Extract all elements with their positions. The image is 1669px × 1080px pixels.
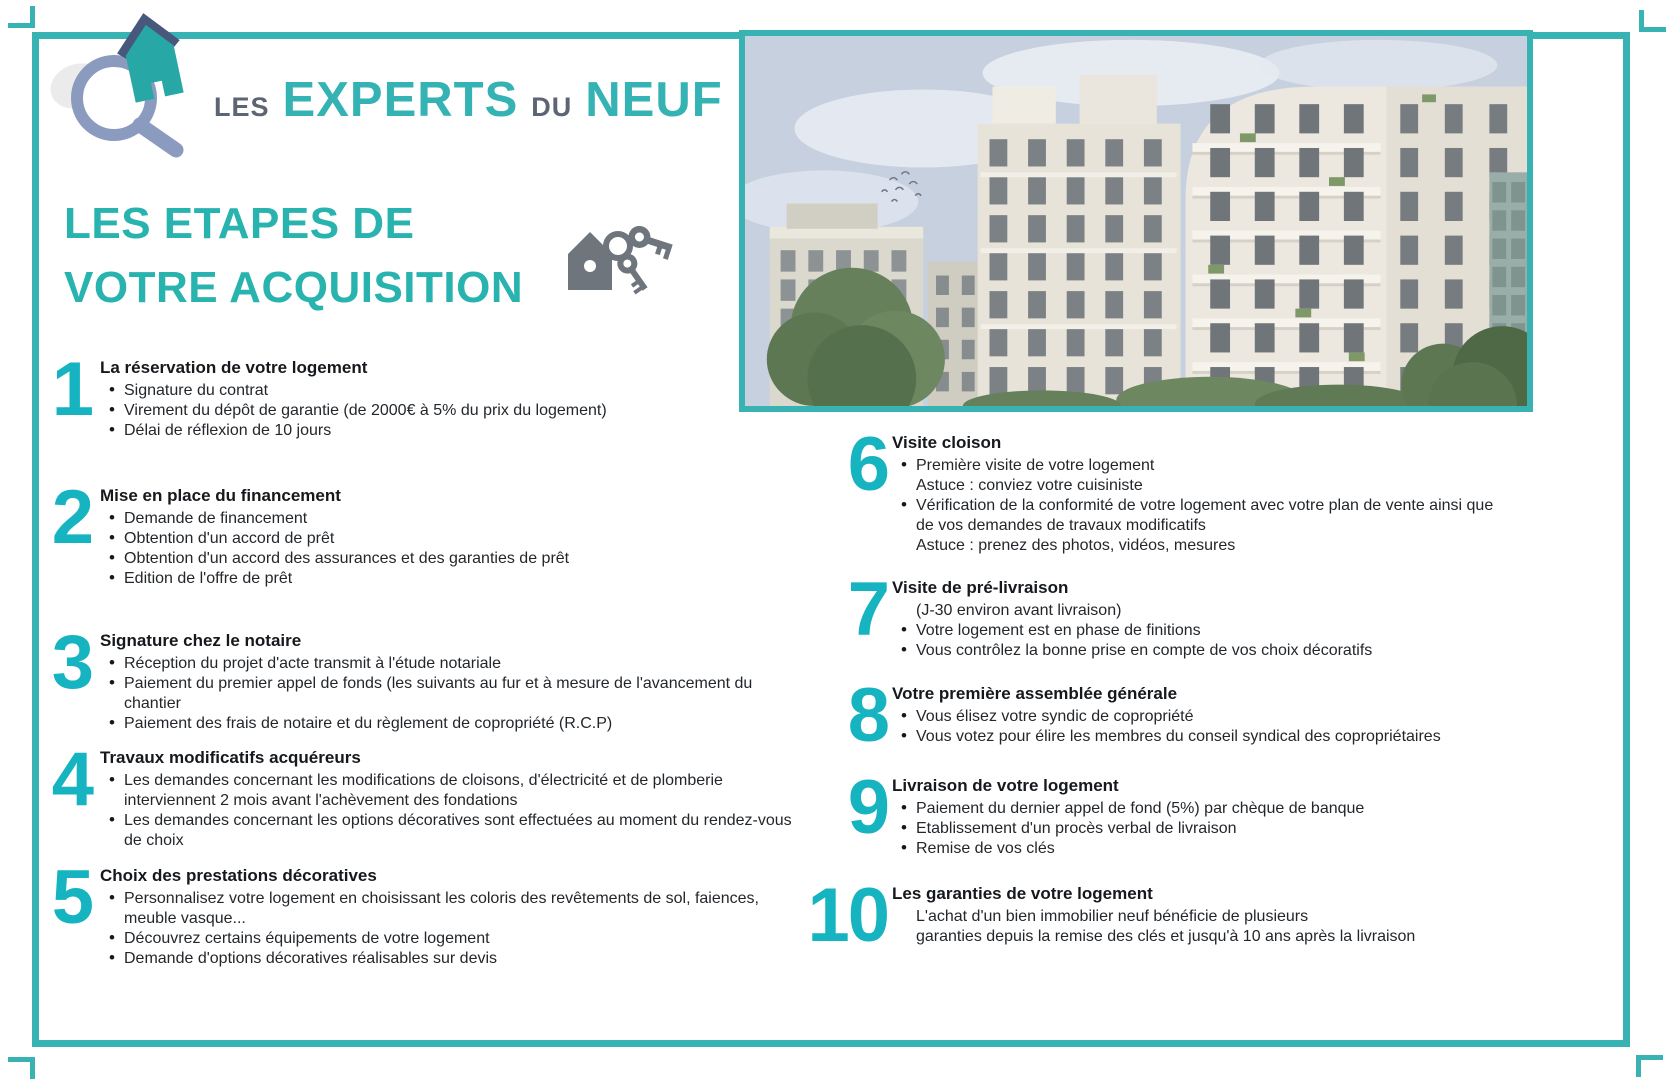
step-body (892, 427, 1510, 556)
step-heading: Les garanties de votre logement (892, 884, 1153, 903)
step-item: • Vous contrôlez la bonne prise en compte de vos choix décoratifs (892, 641, 1510, 661)
step-heading: Votre première assemblée générale (892, 684, 1178, 703)
step-item: • Première visite de votre logement (892, 456, 1510, 476)
step-item: • Obtention d'un accord de prêt (100, 529, 806, 549)
step (800, 765, 1510, 859)
step-body (892, 770, 1510, 859)
step-number: 8 (847, 673, 888, 758)
step-heading: Mise en place du financement (100, 486, 341, 505)
step-body (892, 878, 1510, 947)
brand-word-neuf: NEUF (585, 73, 723, 127)
step-heading: Visite de pré-livraison (892, 578, 1069, 597)
step-item: • Paiement du premier appel de fonds (les suivants au fur et à mesure de l'avancement du chantier (100, 674, 806, 714)
brand-word-du: DU (531, 92, 573, 122)
step-heading: Signature chez le notaire (100, 631, 302, 650)
step-heading: Visite cloison (892, 433, 1002, 452)
step-item: • Demande d'options décoratives réalisables sur devis (100, 949, 806, 969)
step-item: L'achat d'un bien immobilier neuf bénéficie de plusieurs (916, 908, 1309, 925)
step-number: 2 (51, 475, 92, 560)
step-item: • Demande de financement (100, 509, 806, 529)
step-item: • Les demandes concernant les modifications de cloisons, d'électricité et de plomberie interviennent 2 mois avant l'achèvement des fondations (100, 771, 806, 811)
step-number: 1 (51, 347, 92, 432)
step (800, 673, 1510, 758)
step-number: 5 (51, 855, 92, 940)
step-item: • Remise de vos clés (892, 839, 1510, 859)
step-item: • Vérification de la conformité de votre logement avec votre plan de vente ainsi que de vos demandes de travaux modificatifs (892, 496, 1510, 536)
step (800, 567, 1510, 661)
step-item: • Virement du dépôt de garantie (de 2000€ à 5% du prix du logement) (100, 401, 806, 421)
step-heading: Choix des prestations décoratives (100, 866, 377, 885)
step-item: • Signature du contrat (100, 381, 806, 401)
step-item: Astuce : conviez votre cuisiniste (916, 477, 1143, 494)
step-item: • Vous votez pour élire les membres du conseil syndical des copropriétaires (892, 727, 1510, 747)
step-item: • Edition de l'offre de prêt (100, 569, 806, 589)
step-item: • Découvrez certains équipements de votre logement (100, 929, 806, 949)
step-item: Astuce : prenez des photos, vidéos, mesures (916, 537, 1236, 554)
step-heading: Travaux modificatifs acquéreurs (100, 748, 361, 767)
step-item: • Etablissement d'un procès verbal de livraison (892, 819, 1510, 839)
page-title-line2: VOTRE ACQUISITION (64, 263, 524, 312)
step-item: • Les demandes concernant les options décoratives sont effectuées au moment du rendez-vous de choix (100, 811, 806, 851)
house-magnifier-icon (48, 0, 228, 164)
page-title-line1: LES ETAPES DE (64, 199, 415, 248)
step-number: 9 (847, 765, 888, 850)
step-number: 4 (51, 737, 92, 822)
step-item: garanties depuis la remise des clés et jusqu'à 10 ans après la livraison (916, 928, 1416, 945)
brand-word-les: LES (214, 92, 270, 122)
step-item: • Vous élisez votre syndic de copropriété (892, 707, 1510, 727)
step-heading: La réservation de votre logement (100, 358, 368, 377)
step-item: • Obtention d'un accord des assurances et des garanties de prêt (100, 549, 806, 569)
step-body (892, 572, 1510, 661)
step-item: • Votre logement est en phase de finitions (892, 621, 1510, 641)
step-number: 3 (51, 620, 92, 705)
step-number: 7 (847, 567, 888, 652)
step-item: • Paiement du dernier appel de fond (5%) par chèque de banque (892, 799, 1510, 819)
step (800, 422, 1510, 556)
step-item: • Paiement des frais de notaire et du règlement de copropriété (R.C.P) (100, 714, 806, 734)
step-item: • Personnalisez votre logement en choisissant les coloris des revêtements de sol, faiences, meuble vasque... (100, 889, 806, 929)
step-item: • Réception du projet d'acte transmit à l'étude notariale (100, 654, 806, 674)
step-item: (J-30 environ avant livraison) (916, 602, 1122, 619)
step (800, 873, 1510, 958)
step-number: 6 (847, 422, 888, 507)
step-item: • Délai de réflexion de 10 jours (100, 421, 806, 441)
brand-word-experts: EXPERTS (282, 73, 519, 127)
step-body (892, 678, 1510, 747)
step-heading: Livraison de votre logement (892, 776, 1119, 795)
step-number: 10 (807, 873, 888, 958)
